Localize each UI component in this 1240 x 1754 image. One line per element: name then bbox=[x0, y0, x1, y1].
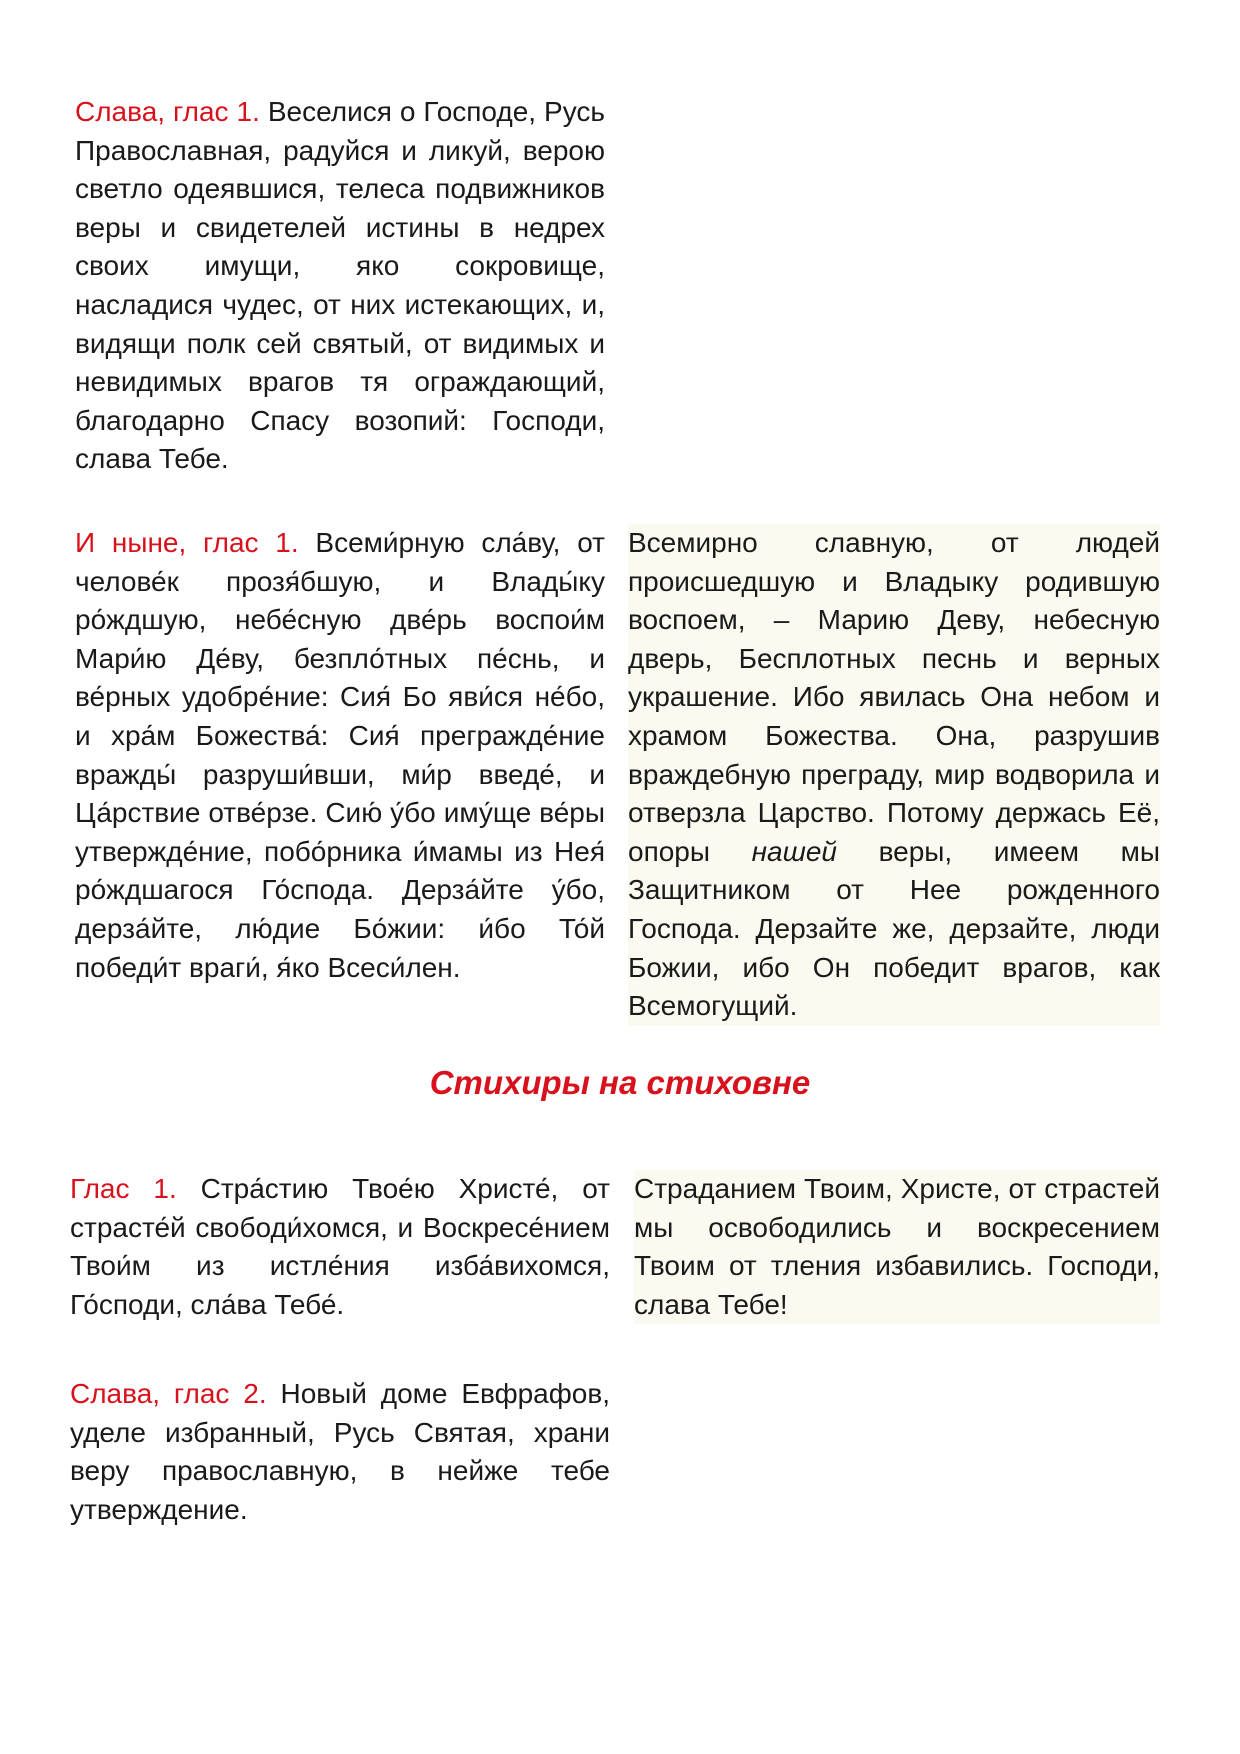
stikhiry-heading: Стихиры на стиховне bbox=[429, 1064, 811, 1101]
glas-1-text: Стра́стию Твое́ю Христе́, от страсте́й свободи́хомся, и Воскресе́нием Твои́м из истле́ния изба́вихомся, Го́споди, сла́ва Тебе́. bbox=[70, 1173, 610, 1320]
translation-italic-word: нашей bbox=[751, 835, 837, 867]
i-nyne-glas-1-label: И ныне, глас 1. bbox=[75, 527, 299, 558]
slava-glas-1-text: Веселися о Господе, Русь Православная, радуйся и ликуй, верою светло одеявшися, телеса подвижников веры и свидетелей истины в недрех своих имущи, яко сокровище, насладися чудес, от них истекающих, и, видящи полк сей святый, от видимых и невидимых врагов тя ограждающий, благодарно Спасу возопий: Господи, слава Тебе. bbox=[75, 96, 605, 475]
slava-glas-2-label: Слава, глас 2. bbox=[70, 1378, 267, 1409]
glas-1-block bbox=[70, 1170, 610, 1324]
glas-1-label: Глас 1. bbox=[70, 1173, 177, 1204]
translation-part-2: веры, имеем мы Защитником от Нее рожденного Господа. Дерзайте же, дерзайте, люди Божии, ибо Он победит врагов, как Всемогущий. bbox=[628, 835, 1161, 1022]
translation-part-1: Всемирно славную, от людей происшедшую и Владыку родившую воспоем, – Марию Деву, небесную дверь, Бесплотных песнь и верных украшение. Ибо явилась Она небом и храмом Божества. Она, разрушив враждебную преграду, мир водворила и отверзла Царство. Потому держась Её, опоры bbox=[628, 527, 1160, 867]
slava-glas-1-label: Слава, глас 1. bbox=[75, 96, 260, 127]
i-nyne-glas-1-translation bbox=[628, 524, 1160, 1026]
slava-glas-2-text: Новый доме Евфрафов, уделе избранный, Русь Святая, храни веру православную, в нейже тебе утверждение. bbox=[70, 1378, 611, 1525]
i-nyne-glas-1-block bbox=[75, 524, 605, 987]
glas-1-translation bbox=[634, 1170, 1160, 1324]
slava-glas-2-block bbox=[70, 1375, 610, 1529]
glas-1-translation-text: Страданием Твоим, Христе, от страстей мы освободились и воскресением Твоим от тления избавились. Господи, слава Тебе! bbox=[634, 1173, 1160, 1320]
i-nyne-glas-1-text: Всеми́рную сла́ву, от челове́к прозя́бшую, и Влады́ку ро́ждшую, небе́сную две́рь воспои́м Мари́ю Де́ву, безпло́тных пе́снь, и ве́рных удобре́ние: Сия́ Бо яви́ся не́бо, и хра́м Божества́: Сия́ прегражде́ние вражды́ разруши́вши, ми́р введе́, и Ца́рствие отве́рзе. Сию́ у́бо иму́ще ве́ры утвержде́ние, побо́рника и́мамы из Нея́ ро́ждшагося Го́спода. Дерза́йте у́бо, дерза́йте, лю́дие Бо́жии: и́бо То́й победи́т враги́, я́ко Всеси́лен. bbox=[75, 527, 605, 983]
slava-glas-1-block bbox=[75, 93, 605, 479]
